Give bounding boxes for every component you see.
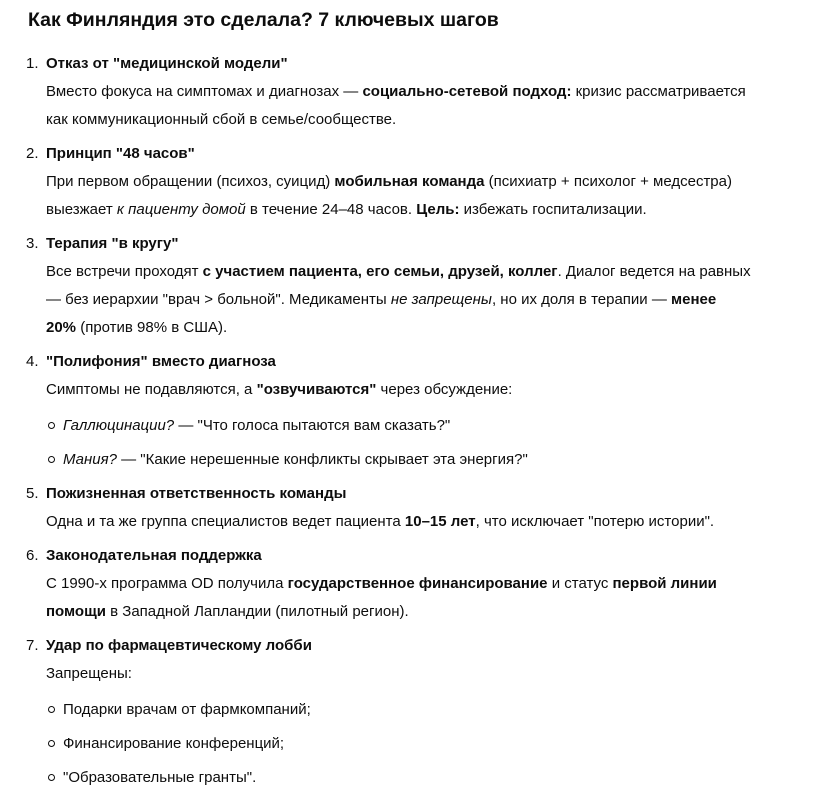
step-heading: Терапия "в кругу" [46,235,179,252]
step-heading: Пожизненная ответственность команды [46,485,347,502]
step-number: 1. [26,55,39,72]
list-item: Финансирование конференций; [63,735,285,752]
step-number: 7. [26,637,39,654]
step-text: Вместо фокуса на симптомах и диагнозах — социально-сетевой подход: кризис рассматривается [46,83,746,100]
step-heading: Принцип "48 часов" [46,145,195,162]
step-text: При первом обращении (психоз, суицид) мобильная команда (психиатр + психолог + медсестра) [46,173,732,190]
step-text: выезжает к пациенту домой в течение 24–48 часов. Цель: избежать госпитализации. [46,201,647,218]
list-item: Галлюцинации? — "Что голоса пытаются вам сказать?" [63,417,451,434]
step-number: 3. [26,235,39,252]
bullet-icon [48,456,55,463]
step-text: Одна и та же группа специалистов ведет пациента 10–15 лет, что исключает "потерю истории". [46,513,715,530]
list-item: Подарки врачам от фармкомпаний; [63,701,311,718]
bullet-icon [48,706,55,713]
step-heading: "Полифония" вместо диагноза [46,353,276,370]
step-number: 4. [26,353,39,370]
step-text: — без иерархии "врач > больной". Медикаменты не запрещены, но их доля в терапии — менее [46,291,717,308]
step-heading: Законодательная поддержка [46,547,262,564]
bullet-icon [48,422,55,429]
step-text: как коммуникационный сбой в семье/сообществе. [46,111,397,128]
step-heading: Отказ от "медицинской модели" [46,55,288,72]
step-text: С 1990-х программа OD получила государственное финансирование и статус первой линии [46,575,717,592]
step-text: Все встречи проходят с участием пациента, его семьи, друзей, коллег. Диалог ведется на равных [46,263,751,280]
step-heading: Удар по фармацевтическому лобби [46,637,312,654]
bullet-icon [48,774,55,781]
step-text: 20% (против 98% в США). [46,319,228,336]
step-text: Запрещены: [46,665,132,682]
step-number: 6. [26,547,39,564]
page-title: Как Финляндия это сделала? 7 ключевых шагов [28,9,499,31]
step-text: помощи в Западной Лапландии (пилотный регион). [46,603,409,620]
list-item: Мания? — "Какие нерешенные конфликты скрывает эта энергия?" [63,451,528,468]
step-number: 5. [26,485,39,502]
step-text: Симптомы не подавляются, а "озвучиваются" через обсуждение: [46,381,513,398]
list-item: "Образовательные гранты". [63,769,257,786]
step-number: 2. [26,145,39,162]
bullet-icon [48,740,55,747]
